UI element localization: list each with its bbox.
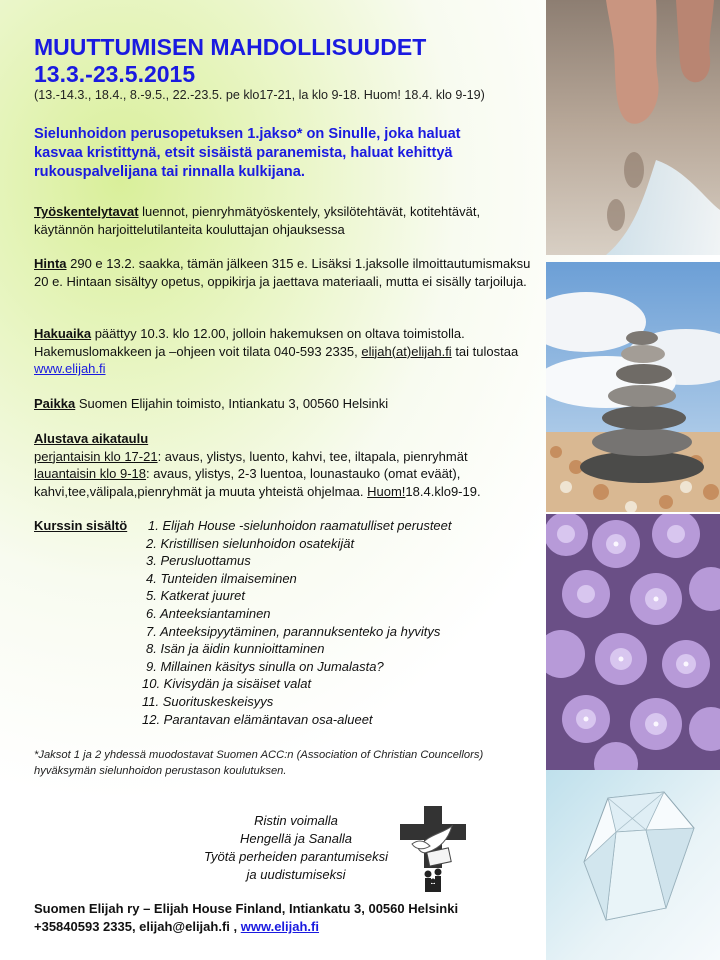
course-content-label: Kurssin sisältö [34, 518, 128, 533]
list-item: 10. Kivisydän ja sisäiset valat [142, 676, 312, 692]
list-item: 1. Elijah House -sielunhoidon raamatulliset perusteet [148, 518, 452, 533]
list-item: 3. Perusluottamus [146, 553, 251, 569]
section-working-methods [34, 203, 534, 238]
section-price [34, 255, 534, 290]
saturday-text: : avaus, ylistys, 2-3 luentoa, lounastauko (omat eväät), kahvi,tee,välipala,pienryhmät ja muuta yhteistä ohjelmaa. [34, 466, 461, 499]
list-item: 2. Kristillisen sielunhoidon osatekijät [146, 535, 355, 551]
course-list [142, 517, 452, 728]
footnote: *Jaksot 1 ja 2 yhdessä muodostavat Suomen ACC:n (Association of Christian Councellors) hyväksymän sielunhoidon perustason koulutuksen. [34, 749, 484, 777]
location-label: Paikka [34, 396, 76, 411]
price-text: 290 e 13.2. saakka, tämän jälkeen 315 e. Lisäksi 1.jaksolle ilmoittautumismaksu 20 e. Hintaan sisältyy opetus, oppikirja ja jaettava materiaali, mutta ei sisälly tarjoiluja. [34, 256, 531, 289]
friday-text: : avaus, ylistys, luento, kahvi, tee, iltapala, pienryhmät [157, 448, 468, 464]
price-label: Hinta [34, 256, 67, 271]
list-item: 8. Isän ja äidin kunnioittaminen [146, 641, 325, 657]
list-item: 6. Anteeksiantaminen [146, 605, 271, 621]
note-text: 18.4.klo9-19. [405, 483, 481, 499]
list-item: 9. Millainen käsitys sinulla on Jumalasta? [146, 658, 384, 674]
section-application [34, 325, 534, 378]
section-schedule [34, 430, 534, 500]
elijah-house-logo [398, 804, 470, 898]
location-text: Suomen Elijahin toimisto, Intiankatu 3, 00560 Helsinki [75, 396, 389, 411]
stacked-stones-photo [546, 262, 720, 512]
hydrangea-photo [546, 514, 720, 770]
working-methods-label: Työskentelytavat [34, 204, 139, 219]
footer-address: Suomen Elijah ry – Elijah House Finland, Intiankatu 3, 00560 Helsinki [34, 901, 459, 916]
footer-website-link[interactable]: www.elijah.fi [240, 919, 319, 934]
note-label: Huom! [367, 483, 406, 499]
date-range: 13.3.-23.5.2015 [34, 61, 196, 87]
footer [34, 900, 458, 936]
page-title: MUUTTUMISEN MAHDOLLISUUDET [34, 34, 427, 60]
motto-line: ja uudistumiseksi [246, 867, 346, 882]
motto-line: Ristin voimalla [254, 813, 338, 828]
footer-contact-text: +35840593 2335, elijah@elijah.fi , [34, 919, 241, 934]
list-item: 4. Tunteiden ilmaiseminen [146, 570, 297, 586]
session-dates: (13.-14.3., 18.4., 8.-9.5., 22.-23.5. pe klo17-21, la klo 9-18. Huom! 18.4. klo 9-19) [34, 88, 485, 102]
list-item: 7. Anteeksipyytäminen, parannuksenteko ja hyvitys [146, 623, 441, 639]
schedule-friday [34, 448, 534, 466]
email-link[interactable]: elijah(at)elijah.fi [361, 343, 452, 359]
footer-contact [34, 918, 458, 936]
friday-label: perjantaisin klo 17-21 [34, 448, 158, 464]
list-item: 12. Parantavan elämäntavan osa-alueet [142, 711, 373, 727]
intro-text: Sielunhoidon perusopetuksen 1.jakso* on Sinulle, joka haluat kasvaa kristittynä, etsit sisäistä paranemista, haluat kehittyä rukouspalvelijana tai rinnalla kulkijana. [34, 126, 461, 180]
diamond-photo [546, 770, 720, 960]
motto-line: Työtä perheiden parantumiseksi [203, 849, 389, 864]
beach-footprints-photo [546, 0, 720, 255]
saturday-label: lauantaisin klo 9-18 [34, 466, 147, 481]
working-methods-text: luennot, pienryhmätyöskentely, yksilötehtävät, kotitehtävät, käytännön harjoittelutilanteita kouluttajan ohjauksessa [34, 204, 481, 237]
application-label: Hakuaika [34, 326, 92, 341]
schedule-saturday [34, 465, 534, 500]
motto-line: Hengellä ja Sanalla [239, 831, 353, 846]
list-item: 11. Suorituskeskeisyys [142, 693, 274, 709]
schedule-label: Alustava aikataulu [34, 431, 149, 446]
application-text: päättyy 10.3. klo 12.00, jolloin hakemuksen on oltava toimistolla. Hakemuslomakkeen ja –ohjeen voit tilata 040-593 2335, [34, 326, 465, 359]
section-location [34, 395, 534, 413]
application-text-2: tai tulostaa [451, 343, 519, 359]
list-item: 5. Katkerat juuret [146, 588, 245, 604]
motto [196, 812, 396, 884]
website-link[interactable]: www.elijah.fi [34, 361, 106, 376]
